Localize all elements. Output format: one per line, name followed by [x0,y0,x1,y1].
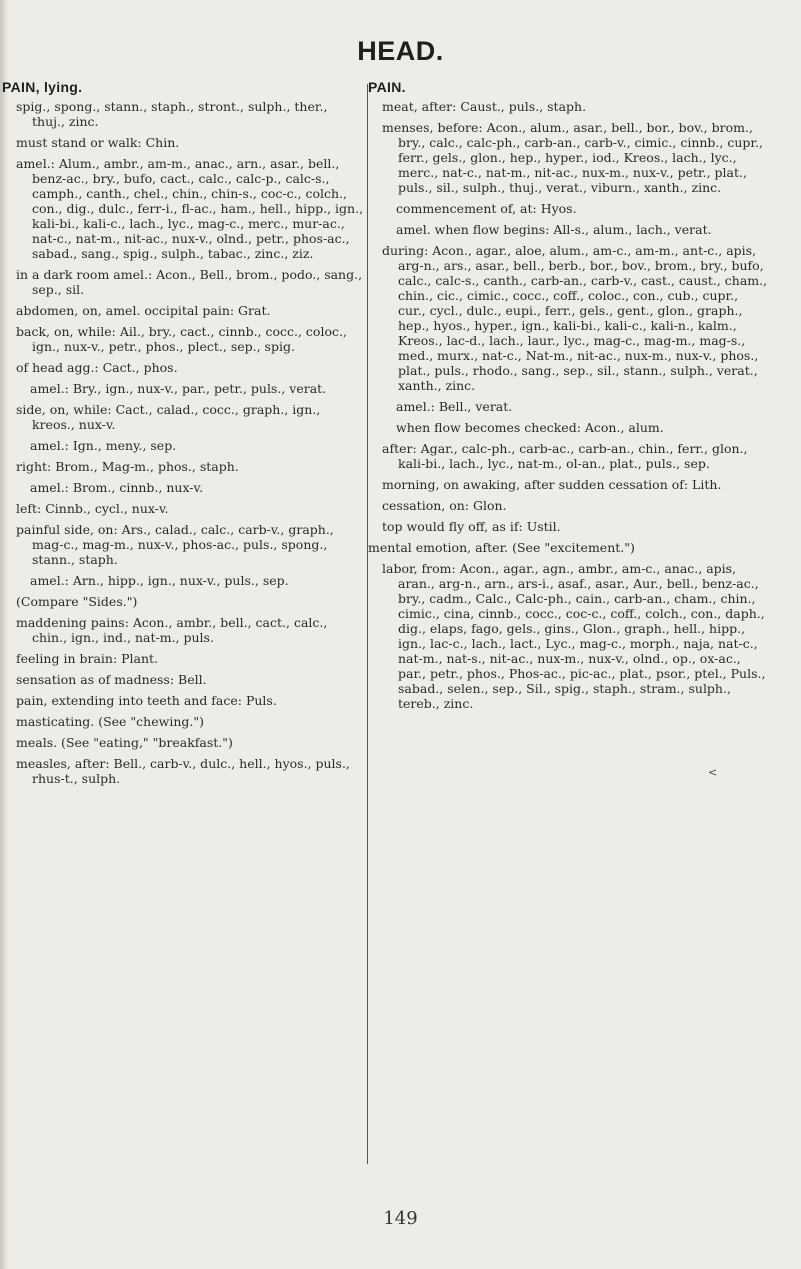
index-entry: amel.: Arn., hipp., ign., nux-v., puls., sep. [30,573,289,588]
left-column-heading: PAIN, lying. [2,79,83,95]
right-column [368,80,768,717]
margin-mark: < [708,766,718,779]
index-entry: menses, before: Acon., alum., asar., bell., bor., bov., brom., bry., calc., calc-ph., carb-an., carb-v., cimic., cinnb., cupr., ferr., gels., glon., hep., hyper., iod., Kreos., lach., lyc., merc., nat-c., nat-m., nit-ac., nux-m., nux-v., petr., plat., puls., sil., sulph., thuj., verat., viburn., xanth., zinc. [382,120,763,195]
index-entry: spig., spong., stann., staph., stront., sulph., ther., thuj., zinc. [16,99,328,129]
index-entry: amel.: Bell., verat. [396,399,513,414]
index-entry: top would fly off, as if: Ustil. [382,519,561,534]
index-entry: during: Acon., agar., aloe, alum., am-c., am-m., ant-c., apis, arg-n., ars., asar., bell., berb., bor., bov., brom., bry., bufo, calc., calc-s., canth., carb-an., carb-v., cast., caust., cham., chin., cic., cimic., cocc., coff., coloc., con., cub., cupr., cur., cycl., dulc., eupi., ferr., gels., gent., glon., graph., hep., hyos., hyper., ign., kali-bi., kali-c., kali-n., kalm., Kreos., lac-d., lach., laur., lyc., mag-c., mag-m., mag-s., med., murx., nat-c., Nat-m., nit-ac., nux-m., nux-v., phos., plat., puls., rhodo., sang., sep., sil., stann., sulph., verat., xanth., zinc. [382,243,768,393]
index-entry: maddening pains: Acon., ambr., bell., cact., calc., chin., ign., ind., nat-m., puls. [16,615,328,645]
right-column-heading: PAIN. [368,79,406,95]
index-entry: amel.: Ign., meny., sep. [30,438,177,453]
index-entry: must stand or walk: Chin. [16,135,180,150]
running-head: HEAD. [357,36,444,66]
left-entry-list [2,99,364,786]
index-entry: meals. (See "eating," "breakfast.") [16,735,233,750]
index-entry: side, on, while: Cact., calad., cocc., graph., ign., kreos., nux-v. [16,402,321,432]
index-entry: labor, from: Acon., agar., agn., ambr., am-c., anac., apis, aran., arg-n., arn., ars-i., asaf., asar., Aur., bell., benz-ac., bry., cadm., Calc., Calc-ph., cain., carb-an., cham., chin., cimic., cina, cinnb., cocc., coc-c., coff., colch., con., daph., dig., elaps, fago, gels., gins., Glon., graph., hell., hipp., ign., lac-c., lach., lact., Lyc., mag-c., morph., naja, nat-c., nat-m., nat-s., nit-ac., nux-m., nux-v., olnd., op., ox-ac., par., petr., phos., Phos-ac., pic-ac., plat., psor., ptel., Puls., sabad., selen., sep., Sil., spig., staph., stram., sulph., tereb., zinc. [382,561,766,711]
index-entry: mental emotion, after. (See "excitement.") [368,540,635,555]
index-entry: amel.: Alum., ambr., am-m., anac., arn., asar., bell., benz-ac., bry., bufo, cact., calc., calc-p., calc-s., camph., canth., chel., chin., chin-s., coc-c., colch., con., dig., dulc., ferr-i., fl-ac., ham., hell., hipp., ign., kali-bi., kali-c., lach., lyc., mag-c., merc., mur-ac., nat-c., nat-m., nit-ac., nux-v., olnd., petr., phos-ac., sabad., sang., spig., sulph., tabac., zinc., ziz. [16,156,364,261]
index-entry: back, on, while: Ail., bry., cact., cinnb., cocc., coloc., ign., nux-v., petr., phos., plect., sep., spig. [16,324,347,354]
left-column [2,80,364,792]
index-entry: feeling in brain: Plant. [16,651,159,666]
index-entry: when flow becomes checked: Acon., alum. [396,420,664,435]
index-entry: (Compare "Sides.") [16,594,138,609]
index-entry: morning, on awaking, after sudden cessation of: Lith. [382,477,722,492]
index-entry: amel.: Bry., ign., nux-v., par., petr., puls., verat. [30,381,327,396]
right-entry-list [368,99,768,711]
index-entry: in a dark room amel.: Acon., Bell., brom., podo., sang., sep., sil. [16,267,363,297]
index-entry: left: Cinnb., cycl., nux-v. [16,501,169,516]
index-entry: of head agg.: Cact., phos. [16,360,178,375]
index-entry: measles, after: Bell., carb-v., dulc., hell., hyos., puls., rhus-t., sulph. [16,756,350,786]
index-entry: amel.: Brom., cinnb., nux-v. [30,480,204,495]
index-entry: painful side, on: Ars., calad., calc., carb-v., graph., mag-c., mag-m., nux-v., phos-ac., puls., spong., stann., staph. [16,522,334,567]
index-entry: cessation, on: Glon. [382,498,507,513]
page-number: 149 [383,1208,418,1229]
index-entry: meat, after: Caust., puls., staph. [382,99,587,114]
index-entry: commencement of, at: Hyos. [396,201,577,216]
index-entry: masticating. (See "chewing.") [16,714,204,729]
index-entry: abdomen, on, amel. occipital pain: Grat. [16,303,271,318]
index-entry: amel. when flow begins: All-s., alum., lach., verat. [396,222,712,237]
index-entry: pain, extending into teeth and face: Puls. [16,693,277,708]
index-entry: after: Agar., calc-ph., carb-ac., carb-an., chin., ferr., glon., kali-bi., lach., lyc., nat-m., ol-an., plat., puls., sep. [382,441,748,471]
index-entry: sensation as of madness: Bell. [16,672,207,687]
index-entry: right: Brom., Mag-m., phos., staph. [16,459,239,474]
